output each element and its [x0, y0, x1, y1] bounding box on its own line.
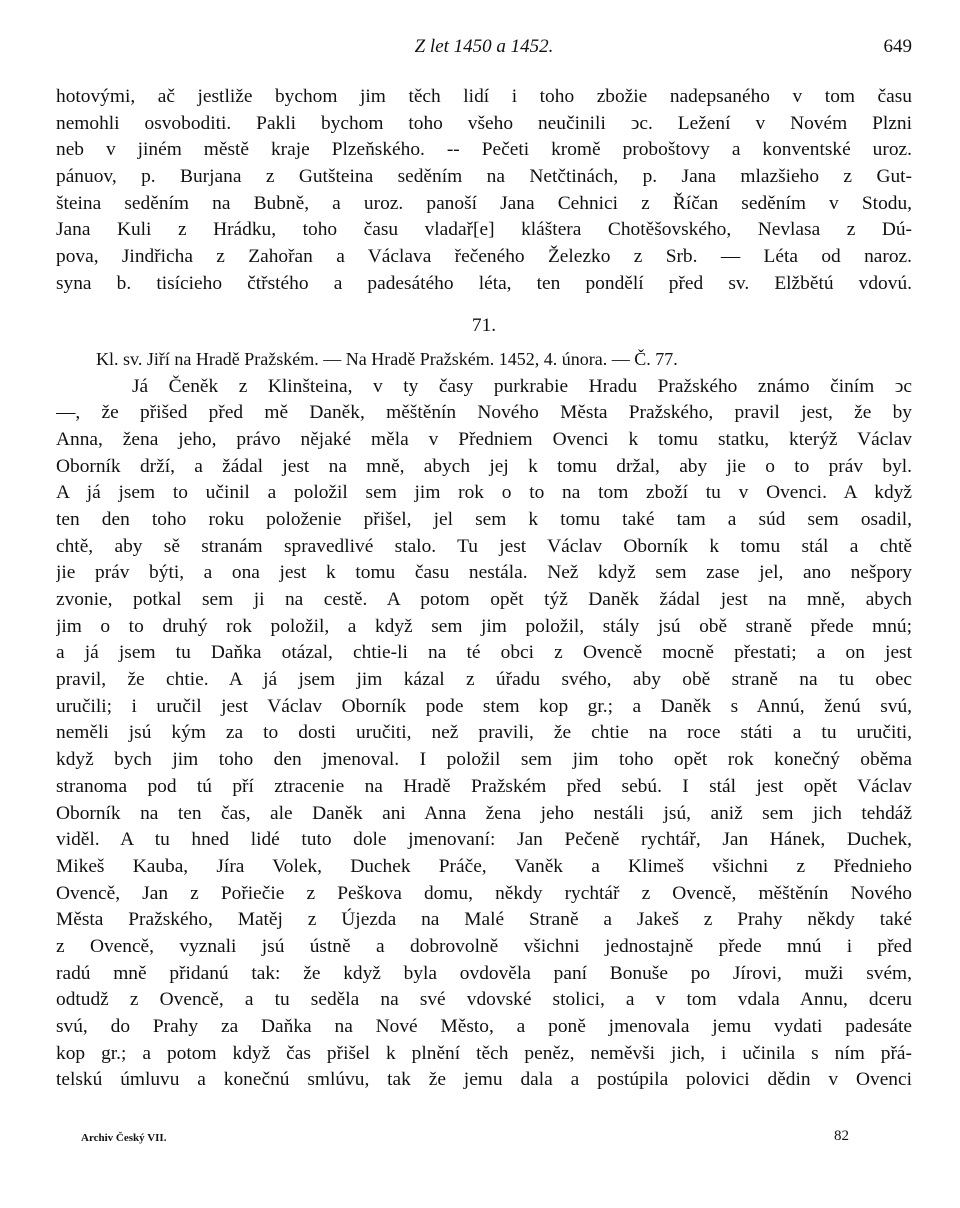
- text-line: stranoma pod tú pří ztracenie na Hradě Pražském před sebú. I stál jest opět Václav: [56, 775, 912, 797]
- text-line: —, že přišed před mě Daněk, měštěnín Nového Města Pražského, pravil jest, že by: [56, 402, 912, 424]
- text-line: Oborník drží, a žádal jest na mně, abych jej k tomu držal, aby jie o to práv byl.: [56, 455, 912, 477]
- document-regest: Kl. sv. Jiří na Hradě Pražském. — Na Hradě Pražském. 1452, 4. února. — Č. 77.: [96, 348, 678, 369]
- document-page: [56, 36, 912, 1094]
- text-line: pánuov, p. Burjana z Gutšteina seděním na Netčtinách, p. Jana mlazšieho z Gut-: [56, 166, 912, 188]
- text-line: telskú úmluvu a konečnú smlúvu, tak že jemu dala a postúpila polovici dědin v Ovenci: [56, 1069, 912, 1091]
- text-line: jie práv býti, a ona jest k tomu času nestála. Než když sem zase jel, ano nešpory: [56, 562, 912, 584]
- text-line: když bych jim toho den jmenoval. I položil sem jim toho opět rok konečný oběma: [56, 749, 912, 771]
- text-line: jim o to druhý rok položil, a když sem jim položil, stály jsú obě straně přede mnú;: [56, 615, 912, 637]
- text-line: pova, Jindřicha z Zahořan a Václava řečeného Železko z Srb. — Léta od naroz.: [56, 246, 912, 268]
- text-line: Anna, žena jeho, právo nějaké měla v Předniem Ovenci k tomu statku, kterýž Václav: [56, 428, 912, 450]
- text-line: z Ovencě, vyznali jsú ústně a dobrovolně všichni jednostajně přede mnú i před: [56, 935, 912, 957]
- text-line: svú, do Prahy za Daňka na Nové Město, a poně jmenovala jemu vydati padesáte: [56, 1016, 912, 1037]
- running-title: Z let 1450 a 1452.: [414, 36, 554, 57]
- page-number: 649: [883, 36, 912, 57]
- sheet-signature: 82: [834, 1128, 849, 1144]
- text-line: hotovými, ač jestliže bychom jim těch lidí i toho zbožie nadepsaného v tom času: [56, 86, 912, 107]
- text-line: neměli jsú kým za to dosti uručiti, než pravili, že chtie na roce státi a tu uručiti,: [56, 722, 912, 744]
- text-line: nemohli osvoboditi. Pakli bychom toho všeho neučinili ͻc. Ležení v Novém Plzni: [56, 112, 912, 134]
- text-line: Ovencě, Jan z Pořiečie z Peškova domu, někdy rychtář z Ovencě, měštěnín Nového: [56, 882, 912, 904]
- volume-signature: Archiv Český VII.: [81, 1132, 167, 1144]
- text-line: odtudž z Ovencě, a tu seděla na své vdovské stolici, a v tom vdala Annu, dceru: [56, 989, 912, 1011]
- text-line: Mikeš Kauba, Jíra Volek, Duchek Práče, Vaněk a Klimeš všichni z Přednieho: [56, 855, 912, 877]
- text-line: zvonie, potkal sem ji na cestě. A potom opět týž Daněk žádal jest na mně, abych: [56, 589, 912, 610]
- text-line: radú mně přidanú tak: že když byla ovdověla paní Bonuše po Jírovi, muži svém,: [56, 962, 912, 984]
- text-line: neb v jiném městě kraje Plzeňského. -- Pečeti kromě proboštovy a konventské uroz.: [56, 139, 912, 161]
- text-line: šteina seděním na Bubně, a uroz. panoší Jana Cehnici z Říčan seděním v Stodu,: [56, 192, 912, 214]
- text-line: Jana Kuli z Hrádku, toho času vladař[e] kláštera Chotěšovského, Nevlasa z Dú-: [56, 219, 912, 241]
- text-line: kop gr.; a potom když čas přišel k plnění těch peněz, neměvši jich, i učinila s ním přá-: [56, 1042, 912, 1064]
- text-line: Já Čeněk z Klinšteina, v ty časy purkrabie Hradu Pražského známo činím ͻc: [132, 375, 912, 397]
- running-head: [56, 36, 912, 62]
- document-body: [56, 374, 912, 1095]
- text-line: uručili; i uručil jest Václav Oborník pode stem kop gr.; a Daněk s Annú, ženú svú,: [56, 695, 912, 717]
- page-footer: [81, 1128, 849, 1148]
- text-line: ten den toho roku položenie přišel, jel sem k tomu také tam a súd sem osadil,: [56, 508, 912, 530]
- text-line: pravil, že chtie. A já jsem jim kázal z úřadu svého, aby obě straně na tu obec: [56, 669, 912, 691]
- text-line: chtě, aby sě stranám spravedlivé stalo. Tu jest Václav Oborník k tomu stál a chtě: [56, 535, 912, 557]
- document-number: 71.: [471, 314, 497, 336]
- text-line: syna b. tisícieho čtřstého a padesátého léta, ten pondělí před sv. Elžbětú vdovú.: [56, 272, 912, 294]
- text-line: A já jsem to učinil a položil sem jim rok o to na tom zboží tu v Ovenci. A když: [56, 482, 912, 504]
- text-line: Města Pražského, Matěj z Újezda na Malé Straně a Jakeš z Prahy někdy také: [56, 909, 912, 931]
- text-line: viděl. A tu hned lidé tuto dole jmenovaní: Jan Pečeně rychtář, Jan Hánek, Duchek,: [56, 829, 912, 851]
- text-line: a já jsem tu Daňka otázal, chtie-li na té obci z Ovencě mocně přestati; a on jest: [56, 642, 912, 664]
- continuation-paragraph: [56, 84, 912, 298]
- text-line: Oborník na ten čas, ale Daněk ani Anna žena jeho nestáli jsú, aniž sem jich tehdáž: [56, 802, 912, 824]
